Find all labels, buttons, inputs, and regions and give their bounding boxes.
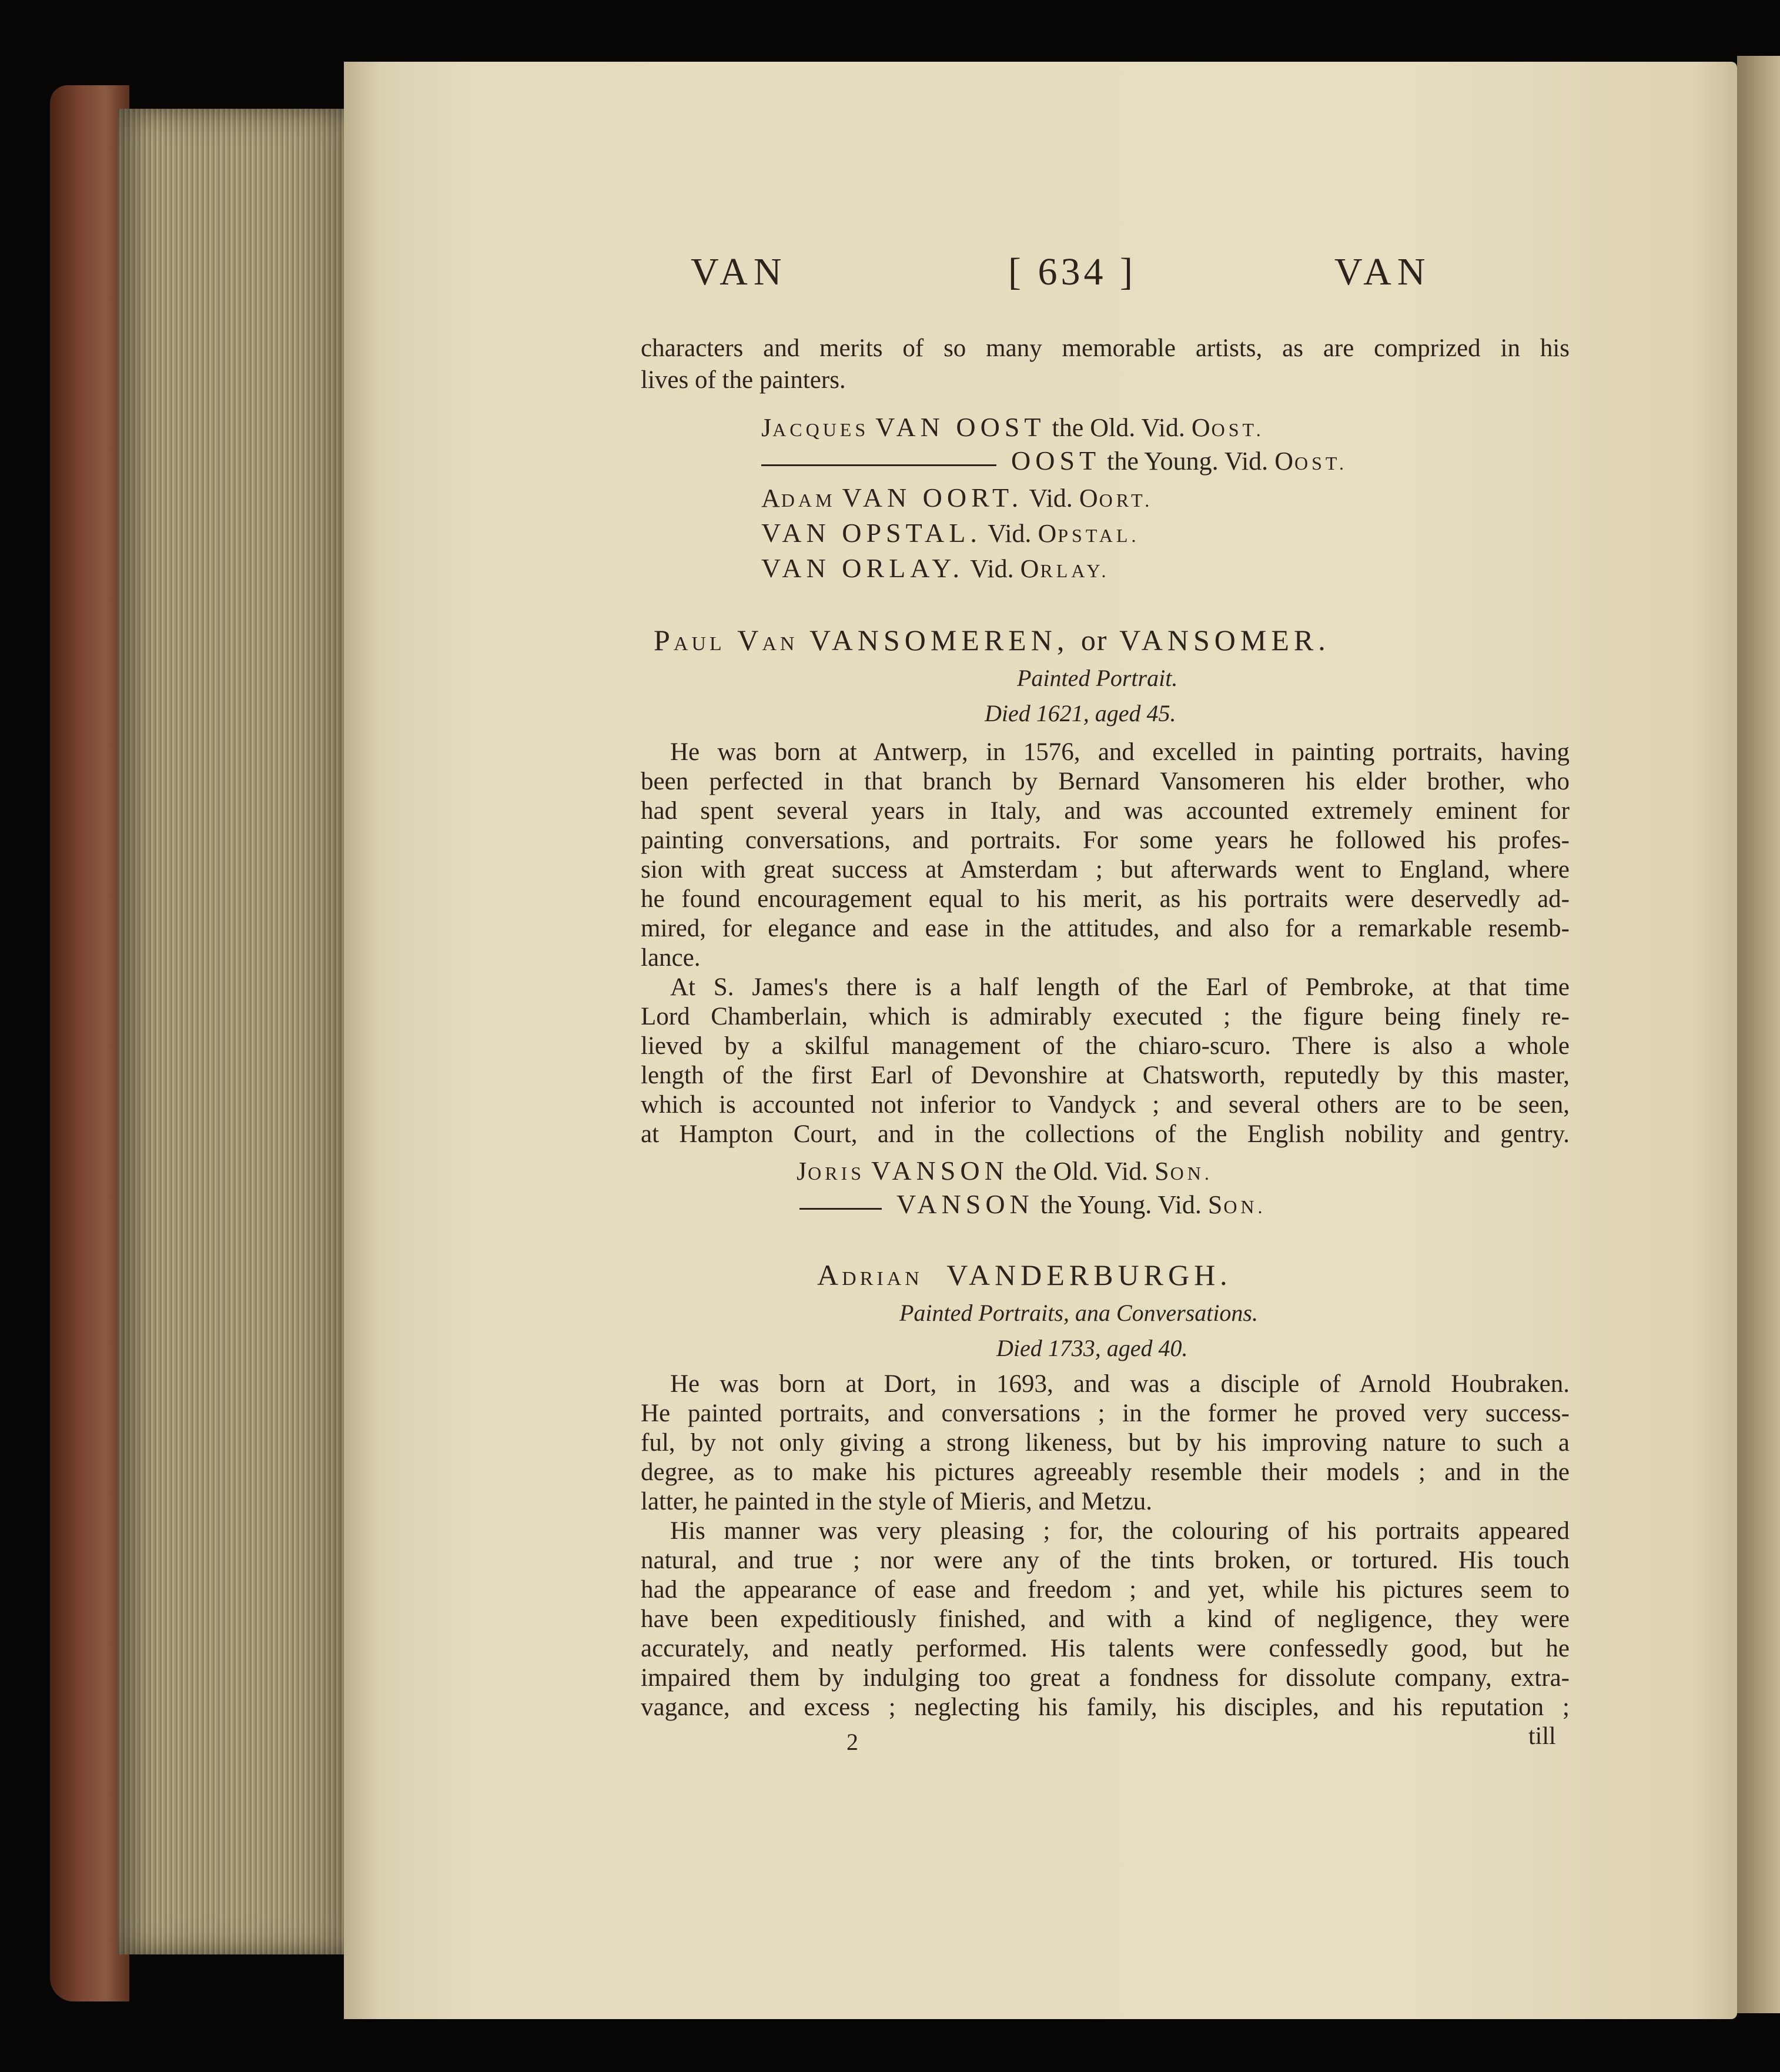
body-line: have been expeditiously finished, and with a kind of negligence, they were [641, 1605, 1570, 1633]
entry-dates: Died 1733, aged 40. [996, 1335, 1188, 1361]
body-line: length of the first Earl of Devonshire at Chatsworth, reputedly by this master, [641, 1062, 1570, 1089]
right-page-edge [1737, 56, 1780, 2013]
header-left: VAN [691, 250, 788, 293]
entry-subtitle: Painted Portraits, ana Conversations. [899, 1300, 1258, 1326]
body-line: He was born at Antwerp, in 1576, and excelled in painting portraits, having [670, 738, 1570, 766]
page-edges [118, 109, 353, 1954]
xref-opstal: VAN OPSTAL. Vid. OPSTAL. [761, 518, 1140, 548]
header-right: VAN [1334, 250, 1431, 293]
xref-oost-old: JACQUES VAN OOST the Old. Vid. OOST. [761, 412, 1264, 442]
xref-orlay: VAN ORLAY. Vid. ORLAY. [761, 553, 1110, 583]
entry-dates: Died 1621, aged 45. [985, 700, 1176, 727]
body-line: had the appearance of ease and freedom ; and yet, while his pictures seem to [641, 1576, 1570, 1604]
xref-vanson-old: JORIS VANSON the Old. Vid. SON. [797, 1156, 1213, 1186]
body-line: painting conversations, and portraits. For some years he followed his profes- [641, 826, 1570, 854]
body-line: had spent several years in Italy, and was accounted extremely eminent for [641, 797, 1570, 825]
xref-oort: ADAM VAN OORT. Vid. OORT. [761, 483, 1153, 513]
body-line: latter, he painted in the style of Mieris, and Metzu. [641, 1488, 1152, 1515]
body-line: lance. [641, 944, 701, 972]
body-line: He was born at Dort, in 1693, and was a disciple of Arnold Houbraken. [670, 1370, 1570, 1398]
body-line: He painted portraits, and conversations ; in the former he proved very success- [641, 1400, 1570, 1427]
dash-rule [761, 464, 996, 466]
entry-subtitle: Painted Portrait. [1017, 665, 1178, 691]
body-line: accurately, and neatly performed. His talents were confessedly good, but he [641, 1635, 1570, 1662]
body-line: impaired them by indulging too great a fondness for dissolute company, extra- [641, 1664, 1570, 1692]
body-line: lieved by a skilful management of the chiaro-scuro. There is also a whole [641, 1032, 1570, 1060]
body-line: sion with great success at Amsterdam ; but afterwards went to England, where [641, 856, 1570, 883]
entry-title-vanderburgh: ADRIAN VANDERBURGH. [817, 1258, 1232, 1291]
body-line: mired, for elegance and ease in the attitudes, and also for a remarkable resemb- [641, 915, 1570, 942]
entry-title-vansomeren: PAUL VAN VANSOMEREN, or VANSOMER. [654, 624, 1330, 657]
body-line: degree, as to make his pictures agreeably resemble their models ; and in the [641, 1458, 1570, 1486]
xref-oost-young: OOST the Young. Vid. OOST. [1011, 446, 1348, 476]
dash-rule [799, 1208, 882, 1210]
body-line: he found encouragement equal to his merit, as his portraits were deservedly ad- [641, 885, 1570, 913]
body-line: at Hampton Court, and in the collections of the English nobility and gentry. [641, 1120, 1570, 1148]
body-line: been perfected in that branch by Bernard Vansomeren his elder brother, who [641, 768, 1570, 795]
page-number: [ 634 ] [1008, 250, 1136, 293]
body-line: At S. James's there is a half length of the Earl of Pembroke, at that time [670, 973, 1570, 1001]
body-line: natural, and true ; nor were any of the tints broken, or tortured. His touch [641, 1547, 1570, 1574]
body-line: His manner was very pleasing ; for, the colouring of his portraits appeared [670, 1517, 1570, 1545]
signature-mark: 2 [846, 1729, 858, 1755]
xref-vanson-young: VANSON the Young. Vid. SON. [896, 1189, 1266, 1219]
body-line: characters and merits of so many memorable artists, as are comprized in his [641, 334, 1570, 362]
body-line: which is accounted not inferior to Vandyck ; and several others are to be seen, [641, 1091, 1570, 1119]
body-line: Lord Chamberlain, which is admirably executed ; the figure being finely re- [641, 1003, 1570, 1030]
body-line: lives of the painters. [641, 366, 846, 394]
body-line: vagance, and excess ; neglecting his family, his disciples, and his reputation ; [641, 1693, 1570, 1721]
catchword: till [1528, 1723, 1556, 1750]
body-line: ful, by not only giving a strong likeness, but by his improving nature to such a [641, 1429, 1570, 1457]
